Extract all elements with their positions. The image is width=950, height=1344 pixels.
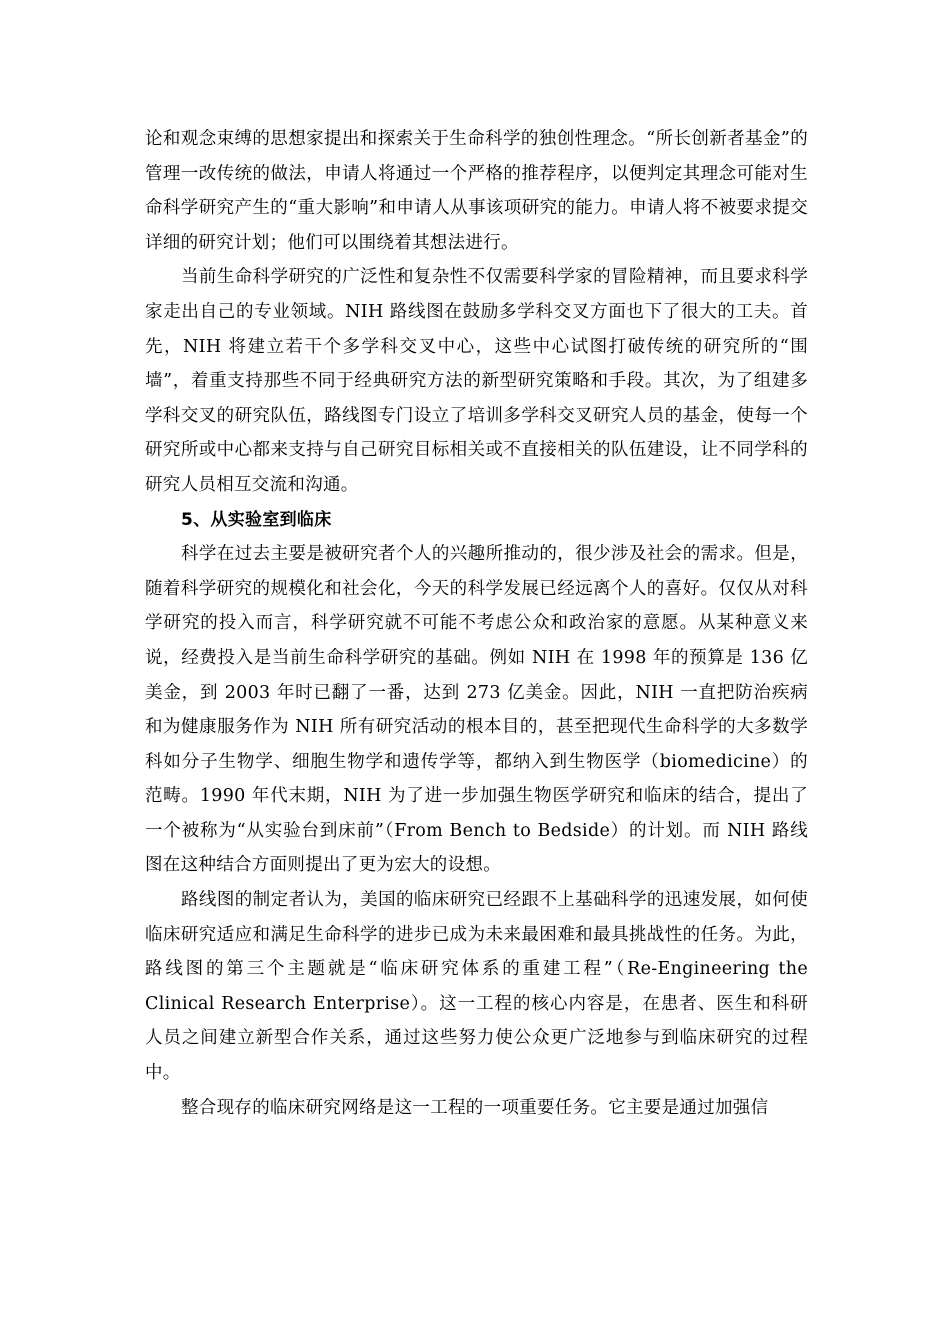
- document-page: [145, 122, 808, 1125]
- paragraph-interdisciplinary: 当前生命科学研究的广泛性和复杂性不仅需要科学家的冒险精神，而且要求科学家走出自己的专业领域。NIH 路线图在鼓励多学科交叉方面也下了很大的工夫。首先，NIH 将建立若干个多学科交叉中心，这些中心试图打破传统的研究所的“围墙”，着重支持那些不同于经典研究方法的新型研究策略和手段。其次，为了组建多学科交叉的研究队伍，路线图专门设立了培训多学科交叉研究人员的基金，使每一个研究所或中心都来支持与自己研究目标相关或不直接相关的队伍建设，让不同学科的研究人员相互交流和沟通。: [145, 267, 808, 495]
- section-heading: 5、从实验室到临床: [181, 509, 332, 530]
- paragraph-funding: 科学在过去主要是被研究者个人的兴趣所推动的，很少涉及社会的需求。但是，随着科学研究的规模化和社会化，今天的科学发展已经远离个人的喜好。仅仅从对科学研究的投入而言，科学研究就不可能不考虑公众和政治家的意愿。从某种意义来说，经费投入是当前生命科学研究的基础。例如 NIH 在 1998 年的预算是 136 亿美金，到 2003 年时已翻了一番，达到 273 亿美金。因此，NIH 一直把防治疾病和为健康服务作为 NIH 所有研究活动的根本目的，甚至把现代生命科学的大多数学科如分子生物学、细胞生物学和遗传学等，都纳入到生物医学（biomedicine）的范畴。1990 年代末期，NIH 为了进一步加强生物医学研究和临床的结合，提出了一个被称为“从实验台到床前”（From Bench to Bedside）的计划。而 NIH 路线图在这种结合方面则提出了更为宏大的设想。: [145, 544, 808, 876]
- paragraph-clinical-research: 路线图的制定者认为，美国的临床研究已经跟不上基础科学的迅速发展，如何使临床研究适应和满足生命科学的进步已成为未来最困难和最具挑战性的任务。为此，路线图的第三个主题就是“临床研究体系的重建工程”（Re-Engineering the Clinical Research Enterprise）。这一工程的核心内容是，在患者、医生和科研人员之间建立新型合作关系，通过这些努力使公众更广泛地参与到临床研究的过程中。: [145, 890, 808, 1084]
- paragraph-continuation: 论和观念束缚的思想家提出和探索关于生命科学的独创性理念。“所长创新者基金”的管理一改传统的做法，申请人将通过一个严格的推荐程序，以便判定其理念可能对生命科学研究产生的“重大影响”和申请人从事该项研究的能力。申请人将不被要求提交详细的研究计划；他们可以围绕着其想法进行。: [145, 129, 808, 253]
- paragraph-network: 整合现存的临床研究网络是这一工程的一项重要任务。它主要是通过加强信: [181, 1097, 769, 1118]
